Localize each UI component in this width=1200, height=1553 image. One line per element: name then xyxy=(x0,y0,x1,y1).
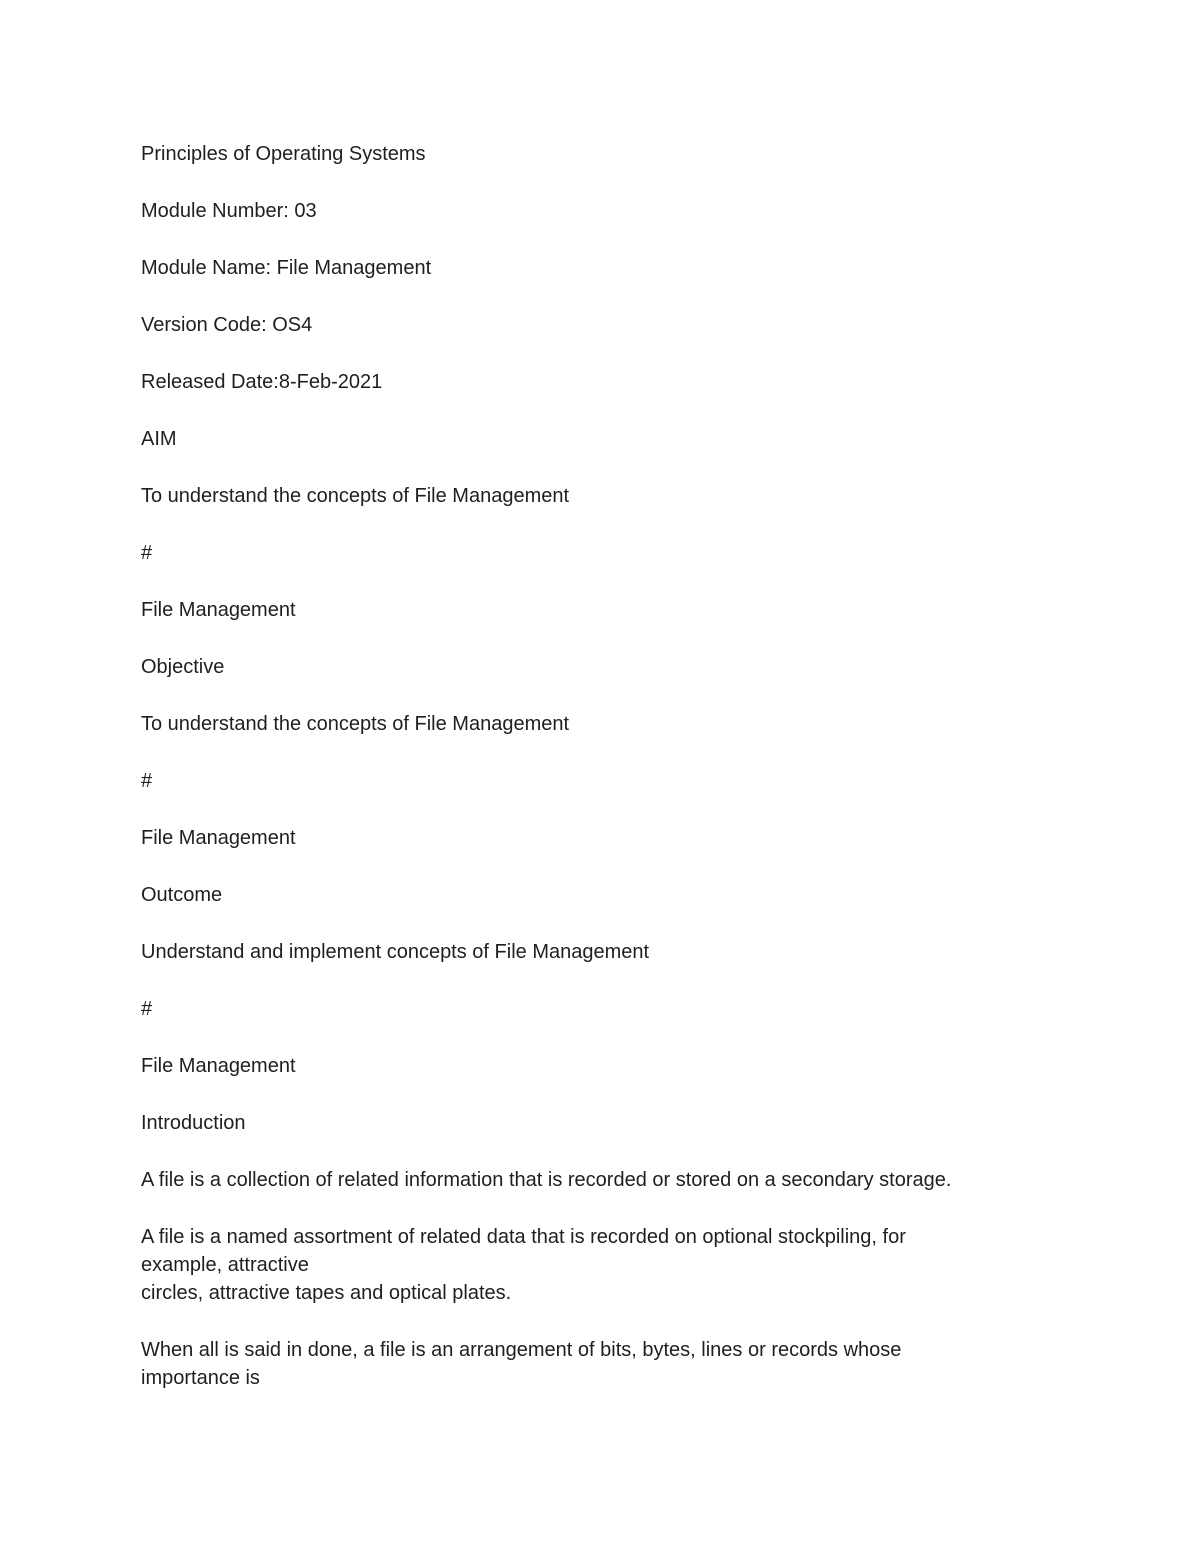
released-date: Released Date:8-Feb-2021 xyxy=(141,371,383,393)
paragraph-line: circles, attractive tapes and optical plates. xyxy=(141,1282,512,1304)
objective-heading: Objective xyxy=(141,656,225,678)
section-separator: # xyxy=(141,998,153,1020)
outcome-text: Understand and implement concepts of File Management xyxy=(141,941,650,963)
section-separator: # xyxy=(141,770,153,792)
outcome-heading: Outcome xyxy=(141,884,223,906)
paragraph-line: importance is xyxy=(141,1367,260,1389)
section-title: File Management xyxy=(141,827,296,849)
document-title: Principles of Operating Systems xyxy=(141,143,426,165)
introduction-heading: Introduction xyxy=(141,1112,246,1134)
aim-text: To understand the concepts of File Management xyxy=(141,485,570,507)
intro-paragraph xyxy=(141,1336,1041,1392)
intro-paragraph: A file is a collection of related information that is recorded or stored on a secondary storage. xyxy=(141,1169,952,1191)
section-separator: # xyxy=(141,542,153,564)
section-title: File Management xyxy=(141,599,296,621)
paragraph-line: example, attractive xyxy=(141,1254,309,1276)
intro-paragraph xyxy=(141,1223,1041,1307)
objective-text: To understand the concepts of File Management xyxy=(141,713,570,735)
module-number: Module Number: 03 xyxy=(141,200,317,222)
paragraph-line: A file is a named assortment of related data that is recorded on optional stockpiling, for xyxy=(141,1226,906,1248)
document-body xyxy=(141,140,1041,1421)
section-title: File Management xyxy=(141,1055,296,1077)
paragraph-line: When all is said in done, a file is an arrangement of bits, bytes, lines or records whose xyxy=(141,1339,902,1361)
aim-heading: AIM xyxy=(141,428,177,450)
module-name: Module Name: File Management xyxy=(141,257,432,279)
version-code: Version Code: OS4 xyxy=(141,314,313,336)
